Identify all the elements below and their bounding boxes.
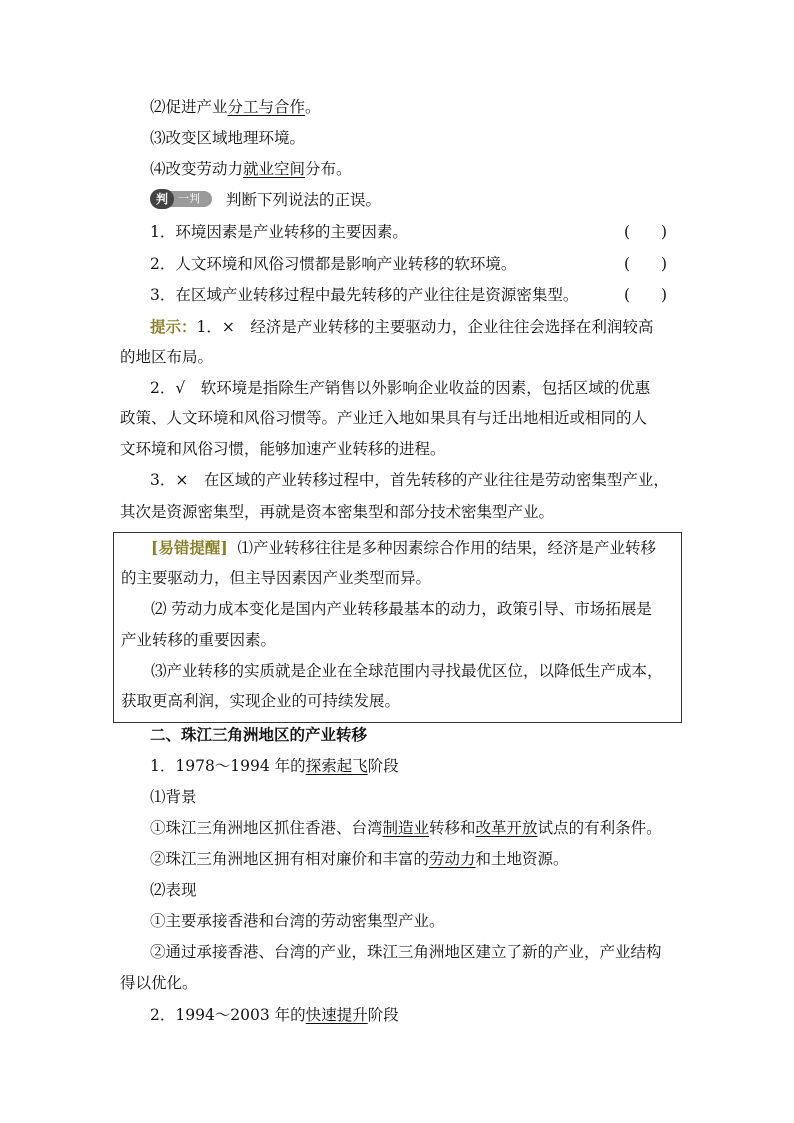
- keyword-rapid-rise: 快速提升: [305, 1006, 368, 1024]
- item-promote-division: ⑵促进产业分工与合作。: [150, 98, 321, 116]
- keyword-employment-space: 就业空间: [243, 160, 306, 178]
- judge-instruction: 判断下列说法的正误。: [226, 191, 382, 209]
- warning-p3-head: ⑶产业转移的实质就是企业在全球范围内寻找最优区位，以降低生产成本，: [151, 662, 663, 680]
- background-item-2: ②珠江三角洲地区拥有相对廉价和丰富的劳动力和土地资源。: [150, 850, 569, 868]
- hint-1-tail: 的地区布局。: [120, 348, 214, 366]
- hint-1-head: 提示：1．× 经济是产业转移的主要驱动力，企业往往会选择在利润较高: [150, 317, 654, 336]
- answer-blank-3: ( ): [624, 286, 668, 304]
- performance-label: ⑵表现: [150, 881, 197, 899]
- performance-item-1: ①主要承接香港和台湾的劳动密集型产业。: [150, 912, 445, 930]
- keyword-reform-opening: 改革开放: [475, 819, 538, 837]
- warning-p3-tail: 获取更高利润，实现企业的可持续发展。: [121, 692, 401, 710]
- hint-3-head: 3．× 在区域的产业转移过程中，首先转移的产业往往是劳动密集型产业，: [150, 471, 669, 489]
- judge-statement-1: 1．环境因素是产业转移的主要因素。: [150, 223, 408, 241]
- performance-item-2-head: ②通过承接香港、台湾的产业，珠江三角洲地区建立了新的产业，产业结构: [150, 943, 662, 961]
- hint-2-tail: 文环境和风俗习惯，能够加速产业转移的进程。: [120, 440, 446, 458]
- background-label: ⑴背景: [150, 788, 197, 806]
- keyword-explore-takeoff: 探索起飞: [305, 757, 368, 775]
- stage-1-heading: 1．1978～1994 年的探索起飞阶段: [150, 757, 399, 775]
- warning-box: [113, 532, 682, 723]
- answer-blank-2: ( ): [624, 255, 668, 273]
- warning-p1-head: [易错提醒] ⑴产业转移往往是多种因素综合作用的结果，经济是产业转移: [151, 538, 657, 557]
- stage-2-heading: 2．1994～2003 年的快速提升阶段: [150, 1006, 399, 1024]
- hint-2-mid: 政策、人文环境和风俗习惯等。产业迁入地如果具有与迁出地相近或相同的人: [120, 409, 648, 427]
- judge-statement-2: 2．人文环境和风俗习惯都是影响产业转移的软环境。: [150, 255, 517, 273]
- answer-blank-1: ( ): [624, 223, 668, 241]
- keyword-manufacturing: 制造业: [382, 819, 430, 837]
- warning-label: [易错提醒]: [151, 538, 228, 557]
- performance-item-2-tail: 得以优化。: [120, 974, 198, 992]
- hint-3-tail: 其次是资源密集型，再就是资本密集型和部分技术密集型产业。: [120, 503, 555, 521]
- item-change-environment: ⑶改变区域地理环境。: [150, 129, 306, 147]
- judge-statement-3: 3．在区域产业转移过程中最先转移的产业往往是资源密集型。: [150, 286, 579, 304]
- warning-p1-tail: 的主要驱动力，但主导因素因产业类型而异。: [121, 569, 432, 587]
- hint-2-head: 2．√ 软环境是指除生产销售以外影响企业收益的因素，包括区域的优惠: [150, 379, 651, 397]
- warning-p2-head: ⑵ 劳动力成本变化是国内产业转移最基本的动力，政策引导、市场拓展是: [151, 600, 652, 618]
- background-item-1: ①珠江三角洲地区抓住香港、台湾制造业转移和改革开放试点的有利条件。: [150, 819, 662, 837]
- judge-badge-icon: 一判 判: [150, 189, 212, 209]
- item-change-labor: ⑷改变劳动力就业空间分布。: [150, 160, 352, 178]
- warning-p2-tail: 产业转移的重要因素。: [121, 631, 277, 649]
- keyword-division: 分工与合作: [227, 98, 306, 116]
- section-2-title: 二、珠江三角洲地区的产业转移: [150, 725, 368, 744]
- hint-label: 提示：: [150, 317, 197, 336]
- keyword-labor: 劳动力: [429, 850, 476, 868]
